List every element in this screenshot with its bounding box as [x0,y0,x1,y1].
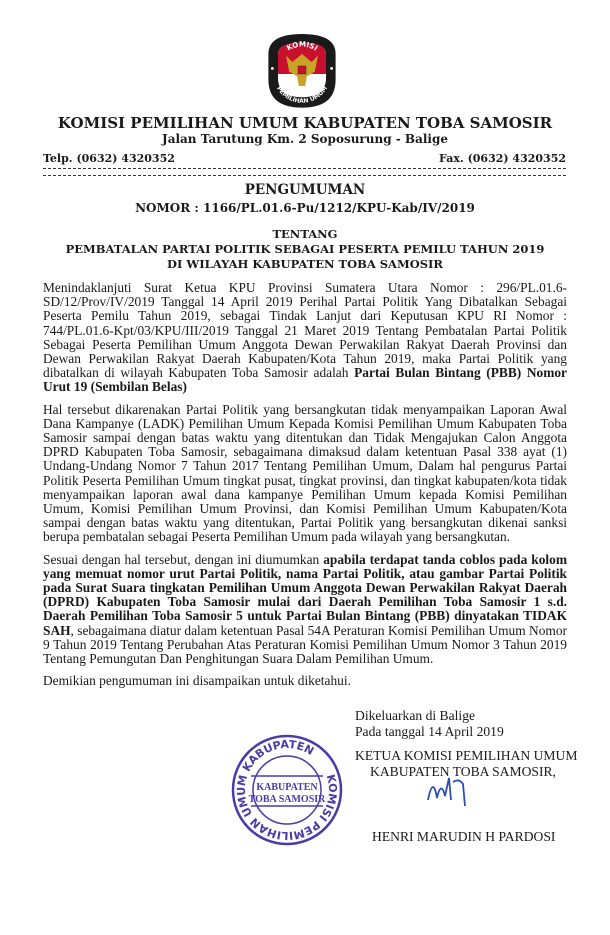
document-title: PENGUMUMAN [244,182,366,198]
svg-text:KOMISI: KOMISI [284,39,320,53]
signer-position-2: KABUPATEN TOBA SAMOSIR, [370,763,556,779]
svg-text:TOBA SAMOSIR: TOBA SAMOSIR [248,794,326,806]
svg-text:KOMISI PEMILIHAN UMUM KABUPATE: KOMISI PEMILIHAN UMUM KABUPATEN [234,738,340,843]
phone-number: Telp. (0632) 4320352 [43,152,175,165]
svg-text:PEMILIHAN UMUM: PEMILIHAN UMUM [275,85,329,105]
handwritten-signature [423,770,473,810]
signature-block [234,708,578,845]
signer-position-1: KETUA KOMISI PEMILIHAN UMUM [355,748,578,764]
document-number: NOMOR : 1166/PL.01.6-Pu/1212/KPU-Kab/IV/2019 [135,201,475,215]
signer-name: HENRI MARUDIN H PARDOSI [372,829,556,845]
paragraph-3: Sesuai dengan hal tersebut, dengan ini diumumkan apabila terdapat tanda coblos pada kolom yang memuat nomor urut Partai Politik, nama Partai Politik, atau gambar Partai Politik pada Surat Suara tingkatan Pemilihan Umum Anggota Dewan Perwakilan Rakyat Daerah (DPRD) Kabupaten Toba Samosir mulai dari Daerah Pemilihan Toba Samosir 1 s.d. Daerah Pemilihan Toba Samosir 5 untuk Partai Bulan Bintang (PBB) dinyatakan TIDAK SAH, sebagaimana diatur dalam ketentuan Pasal 54A Peraturan Komisi Pemilihan Umum Nomor 9 Tahun 2019 Tentang Perubahan Atas Peraturan Komisi Pemilihan Umum Nomor 3 Tahun 2019 Tentang Pemungutan Dan Penghitungan Suara Dalam Pemilihan Umum. [43,551,567,667]
paragraph-1: Menindaklanjuti Surat Ketua KPU Provinsi Sumatera Utara Nomor : 296/PL.01.6-SD/12/Prov/IV/2019 Tanggal 14 April 2019 Perihal Partai Politik Yang Dibatalkan Sebagai Peserta Pemilu Tahun 2019, sebagai Tindak Lanjut dari Keputusan KPU RI Nomor : 744/PL.01.6-Kpt/03/KPU/III/2019 Tanggal 21 Maret 2019 Tentang Pembatalan Partai Politik Sebagai Peserta Pemilihan Umum Anggota Dewan Perwakilan Rakyat Daerah Provinsi dan Dewan Perwakilan Rakyat Daerah Kabupaten/Kota Tahun 2019, maka Partai Politik yang dibatalkan di wilayah Kabupaten Toba Samosir adalah Partai Bulan Bintang (PBB) Nomor Urut 19 (Sembilan Belas) [43,280,567,395]
paragraph-4: Demikian pengumuman ini disampaikan untuk diketahui. [43,673,351,689]
document-content [43,280,578,845]
issued-date: Pada tanggal 14 April 2019 [355,723,504,739]
subject-line-2: DI WILAYAH KABUPATEN TOBA SAMOSIR [167,257,443,271]
document-body [43,281,567,688]
header-divider [43,168,566,176]
cancelled-party: Partai Bulan Bintang (PBB) Nomor Urut 19 (Sembilan Belas) [43,365,567,395]
paragraph-2: Hal tersebut dikarenakan Partai Politik yang bersangkutan tidak menyampaikan Laporan Awal Dana Kampanye (LADK) Pemilihan Umum Kepada Komisi Pemilihan Umum Kabupaten Toba Samosir sampai dengan batas waktu yang ditentukan dan Tidak Mengajukan Calon Anggota DPRD Kabupaten Toba Samosir, sebagaimana dimaksud dalam ketentuan Pasal 338 ayat (1) Undang-Undang Nomor 7 Tahun 2017 Tentang Pemilihan Umum, Dalam hal pengurus Partai Politik Peserta Pemilihan Umum tingkat pusat, tingkat provinsi, dan tingkat kabupaten/kota tidak menyampaikan laporan awal dana kampanye Pemilihan Umum kepada Komisi Pemilihan Umum, Komisi Pemilihan Umum Provinsi, dan Komisi Pemilihan Umum Kabupaten/Kota sampai dengan batas waktu yang ditentukan, Partai Politik yang bersangkutan dikenai sanksi berupa pembatalan sebagai Peserta Pemilihan Umum pada wilayah yang bersangkutan. [43,401,567,545]
official-stamp [231,734,343,846]
svg-text:KABUPATEN: KABUPATEN [256,782,318,794]
kpu-logo [262,30,342,110]
about-label: TENTANG [272,227,338,241]
institution-address: Jalan Tarutung Km. 2 Soposurung - Balige [162,132,448,146]
issued-place: Dikeluarkan di Balige [355,708,476,724]
fax-number: Fax. (0632) 4320352 [439,152,566,165]
invalid-vote-notice: apabila terdapat tanda coblos pada kolom yang memuat nomor urut Partai Politik, nama Partai Politik, atau gambar Partai Politik pada Surat Suara tingkatan Pemilihan Umum Anggota Dewan Perwakilan Rakyat Daerah (DPRD) Kabupaten Toba Samosir mulai dari Daerah Pemilihan Toba Samosir 1 s.d. Daerah Pemilihan Toba Samosir 5 untuk Partai Bulan Bintang (PBB) dinyatakan TIDAK SAH [43,551,567,638]
subject-line-1: PEMBATALAN PARTAI POLITIK SEBAGAI PESERTA PEMILU TAHUN 2019 [65,242,545,256]
institution-name: KOMISI PEMILIHAN UMUM KABUPATEN TOBA SAMOSIR [57,114,553,132]
